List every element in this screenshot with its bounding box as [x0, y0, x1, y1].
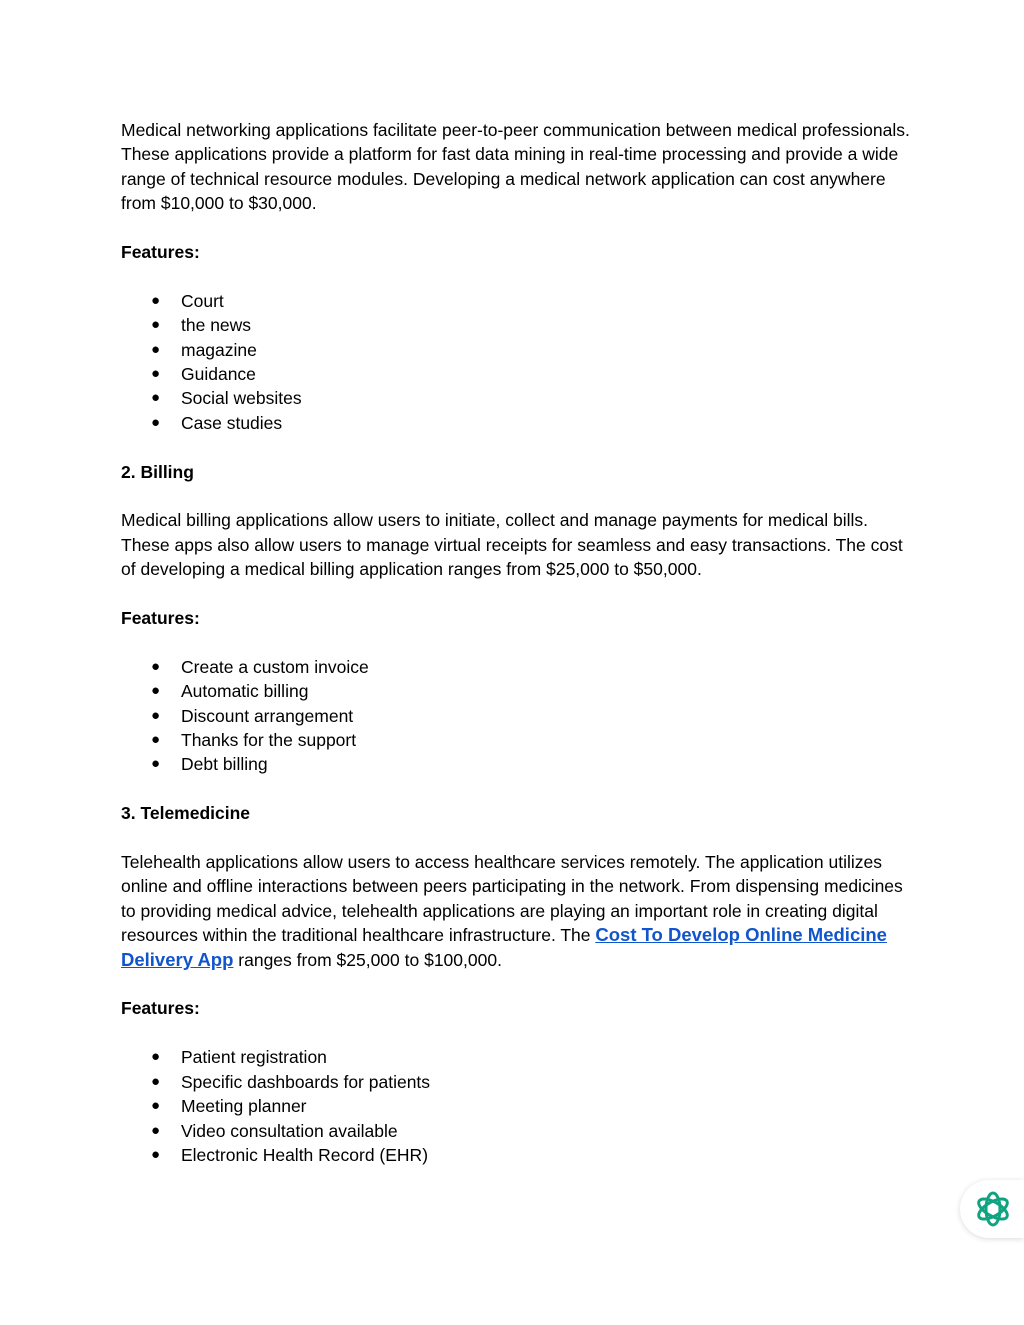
bullet-icon: ● [151, 389, 161, 407]
list-item: ● Electronic Health Record (EHR) [121, 1143, 911, 1167]
list-item: ● Create a custom invoice [121, 655, 911, 679]
bullet-icon: ● [151, 316, 161, 334]
list-item: ● Video consultation available [121, 1119, 911, 1143]
ai-assistant-button[interactable] [960, 1180, 1024, 1238]
telemedicine-paragraph: Telehealth applications allow users to access healthcare services remotely. The application utilizes online and offline interactions between peers participating in the network. From dispensing medicines to providing medical advice, telehealth applications are playing an important role in creating digital resources within the traditional healthcare infrastructure. The Cost To Develop Online Medicine Delivery App ranges from $25,000 to $100,000. [121, 852, 903, 970]
list-item: ● Automatic billing [121, 679, 911, 703]
billing-features-list [121, 655, 911, 777]
networking-features-label: Features: [121, 242, 200, 263]
telemedicine-features-list [121, 1045, 911, 1167]
document-body [121, 118, 911, 1192]
list-item: ● Thanks for the support [121, 728, 911, 752]
networking-paragraph: Medical networking applications facilitate peer-to-peer communication between medical professionals. These applications provide a platform for fast data mining in real-time processing and provide a wide range of technical resource modules. Developing a medical network application can cost anywhere from $10,000 to $30,000. [121, 120, 910, 214]
list-item: ● Case studies [121, 411, 911, 435]
list-item: ● Specific dashboards for patients [121, 1070, 911, 1094]
bullet-icon: ● [151, 755, 161, 773]
bullet-icon: ● [151, 1121, 161, 1139]
bullet-icon: ● [151, 413, 161, 431]
bullet-icon: ● [151, 706, 161, 724]
bullet-icon: ● [151, 1072, 161, 1090]
networking-features-list [121, 289, 911, 435]
billing-heading: 2. Billing [121, 461, 194, 482]
bullet-icon: ● [151, 1048, 161, 1066]
bullet-icon: ● [151, 1097, 161, 1115]
medicine-delivery-app-link[interactable]: Cost To Develop Online Medicine Delivery App [121, 924, 887, 970]
list-item: ● magazine [121, 338, 911, 362]
bullet-icon: ● [151, 1145, 161, 1163]
list-item: ● the news [121, 313, 911, 337]
list-item: ● Discount arrangement [121, 704, 911, 728]
bullet-icon: ● [151, 291, 161, 309]
bullet-icon: ● [151, 731, 161, 749]
bullet-icon: ● [151, 682, 161, 700]
telemedicine-heading: 3. Telemedicine [121, 803, 251, 824]
list-item: ● Court [121, 289, 911, 313]
list-item: ● Social websites [121, 386, 911, 410]
list-item: ● Patient registration [121, 1045, 911, 1069]
list-item: ● Debt billing [121, 752, 911, 776]
billing-paragraph: Medical billing applications allow users to initiate, collect and manage payments for medical bills. These apps also allow users to manage virtual receipts for seamless and easy transactions. The cost of developing a medical billing application ranges from $25,000 to $50,000. [121, 510, 903, 580]
list-item: ● Guidance [121, 362, 911, 386]
list-item: ● Meeting planner [121, 1094, 911, 1118]
ai-assistant-icon [972, 1188, 1014, 1230]
bullet-icon: ● [151, 657, 161, 675]
bullet-icon: ● [151, 340, 161, 358]
bullet-icon: ● [151, 365, 161, 383]
billing-features-label: Features: [121, 608, 200, 629]
telemedicine-features-label: Features: [121, 998, 200, 1019]
